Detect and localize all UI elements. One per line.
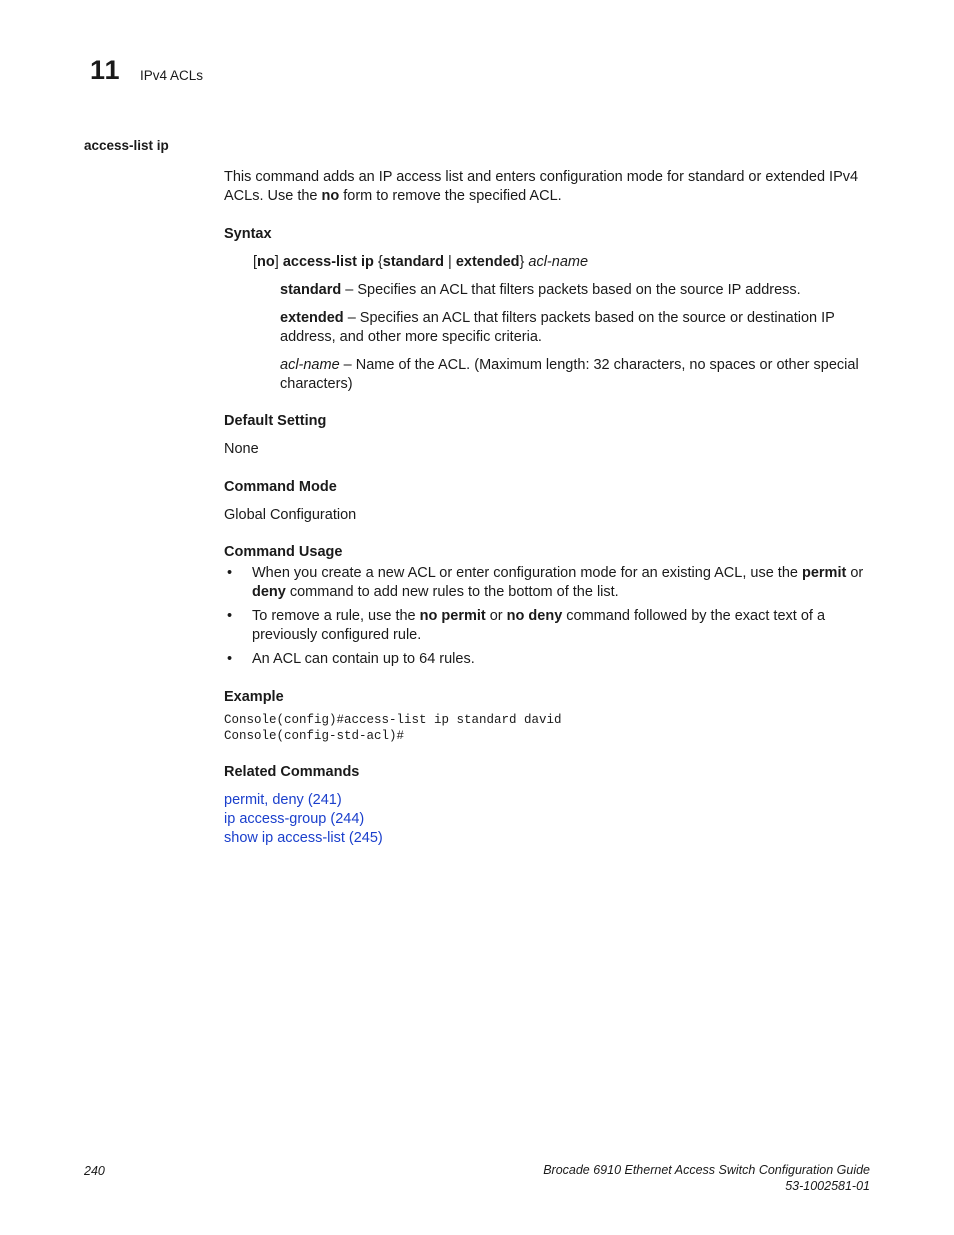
syntax-line: [no] access-list ip {standard | extended} acl-name <box>253 254 589 270</box>
command-usage-heading: Command Usage <box>224 544 343 560</box>
command-body <box>224 168 874 848</box>
no-keyword: no <box>321 188 340 204</box>
default-setting-value: None <box>224 441 259 457</box>
example-heading: Example <box>224 689 284 705</box>
command-description: This command adds an IP access list and enters configuration mode for standard or extended IPv4 ACLs. Use the no form to remove the specified ACL. <box>224 169 859 204</box>
param-extended: extended – Specifies an ACL that filters packets based on the source or destination IP address, and other more specific criteria. <box>280 310 835 345</box>
command-usage-list <box>224 564 874 669</box>
related-commands-heading: Related Commands <box>224 764 360 780</box>
command-mode-value: Global Configuration <box>224 507 357 523</box>
chapter-number: 11 <box>90 55 121 85</box>
command-title: access-list ip <box>84 138 169 153</box>
example-code: Console(config)#access-list ip standard david Console(config-std-acl)# <box>224 713 562 743</box>
param-standard: standard – Specifies an ACL that filters packets based on the source IP address. <box>280 282 801 298</box>
doc-number: 53-1002581-01 <box>785 1179 870 1193</box>
chapter-title: IPv4 ACLs <box>140 68 204 83</box>
link-permit-deny[interactable]: permit, deny (241) <box>224 792 342 808</box>
syntax-heading: Syntax <box>224 226 272 242</box>
page-number: 240 <box>84 1164 105 1178</box>
link-ip-access-group[interactable]: ip access-group (244) <box>224 811 365 827</box>
command-mode-heading: Command Mode <box>224 479 337 495</box>
footer-guide-info <box>543 1162 870 1194</box>
link-show-ip-access-list[interactable]: show ip access-list (245) <box>224 830 383 846</box>
guide-title: Brocade 6910 Ethernet Access Switch Configuration Guide <box>543 1163 870 1177</box>
list-item: • To remove a rule, use the no permit or no deny command followed by the exact text of a previously configured rule. <box>227 608 826 643</box>
list-item: • An ACL can contain up to 64 rules. <box>227 651 475 667</box>
related-commands-list <box>224 791 874 848</box>
default-setting-heading: Default Setting <box>224 413 327 429</box>
list-item: • When you create a new ACL or enter configuration mode for an existing ACL, use the permit or deny command to add new rules to the bottom of the list. <box>227 565 864 600</box>
param-acl-name: acl-name – Name of the ACL. (Maximum length: 32 characters, no spaces or other special characters) <box>280 357 859 392</box>
